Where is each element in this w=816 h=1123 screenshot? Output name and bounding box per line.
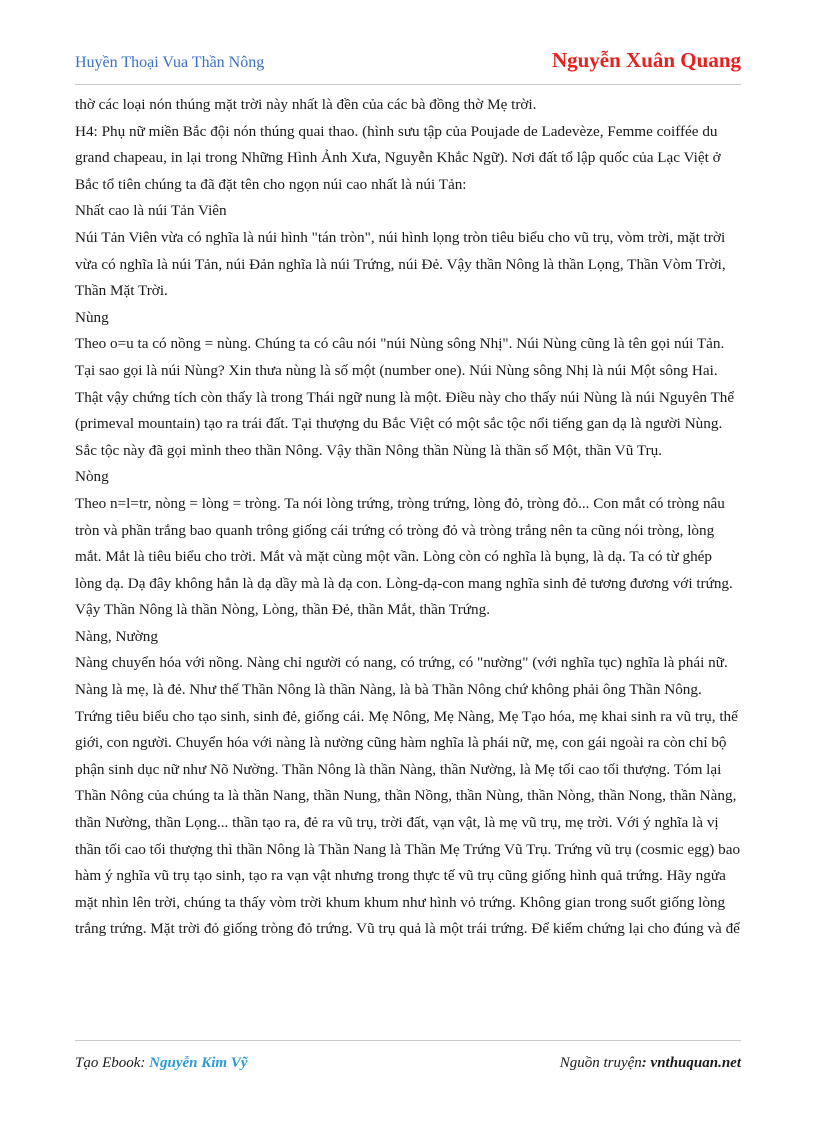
- section-heading: Nàng, Nường: [75, 627, 158, 645]
- section-heading: Nòng: [75, 468, 109, 486]
- paragraph: Theo o=u ta có nồng = nùng. Chúng ta có câu nói "núi Nùng sông Nhị". Núi Nùng cũng là tên gọi núi Tản. Tại sao gọi là núi Nùng? Xin thưa nùng là số một (number one). Núi Nùng sông Nhị là núi Một sông Hai. Thật vậy chứng tích còn thấy là trong Thái ngữ nung là một. Điều này cho thấy núi Nùng là núi Nguyên Thể (primeval mountain) tạo ra trái đất. Tại thượng du Bắc Việt có một sắc tộc nổi tiếng gan dạ là người Nùng. Sắc tộc này đã gọi mình theo thần Nông. Vậy thần Nông thần Nùng là thần số Một, thần Vũ Trụ.: [75, 335, 735, 459]
- ebook-label: Tạo Ebook: [75, 1055, 141, 1071]
- header-divider: [75, 84, 741, 85]
- source-separator: :: [641, 1055, 651, 1071]
- section-heading: Nùng: [75, 308, 109, 326]
- page-footer: [75, 1055, 741, 1077]
- paragraph: Nàng chuyển hóa với nồng. Nàng chỉ người có nang, có trứng, có "nường" (với nghĩa tục) nghĩa là phái nữ. Nàng là mẹ, là đẻ. Như thế Thần Nông là thần Nàng, là bà Thần Nông chứ không phải ông Thần Nông. Trứng tiêu biểu cho tạo sinh, sinh đẻ, giống cái. Mẹ Nông, Mẹ Nàng, Mẹ Tạo hóa, mẹ khai sinh ra vũ trụ, thế giới, con người. Chuyển hóa với nàng là nường cũng hàm nghĩa là phái nữ, mẹ, con gái ngoài ra còn chỉ bộ phận sinh dục nữ như Nõ Nường. Thần Nông là thần Nàng, thần Nường, là Mẹ tối cao tối thượng. Tóm lại Thần Nông của chúng ta là thần Nang, thần Nung, thần Nồng, thần Nùng, thần Nòng, thần Nong, thần Nàng, thần Nường, thần Lọng... thần tạo ra, đẻ ra vũ trụ, trời đất, vạn vật, là mẹ vũ trụ, mẹ trời. Với ý nghĩa là vị thần tối cao tối thượng thì thần Nông là Thần Nang là Thần Mẹ Trứng Vũ Trụ. Trứng vũ trụ (cosmic egg) bao hàm ý nghĩa vũ trụ tạo sinh, tạo ra vạn vật nhưng trong thực tế vũ trụ cũng giống hình quả trứng. Hãy ngửa mặt nhìn lên trời, chúng ta thấy vòm trời khum khum như hình vỏ trứng. Không gian trong suốt giống lòng trắng trứng. Mặt trời đỏ giống tròng đỏ trứng. Vũ trụ quả là một trái trứng. Để kiểm chứng lại cho đúng và để: [75, 654, 741, 938]
- source-credit: [560, 1055, 741, 1072]
- paragraph: thờ các loại nón thúng mặt trời này nhất là đền của các bà đồng thờ Mẹ trời.: [75, 96, 537, 113]
- author-name: Nguyễn Xuân Quang: [551, 48, 741, 72]
- paragraph: H4: Phụ nữ miền Bắc đội nón thúng quai thao. (hình sưu tập của Poujade de Ladevèze, Femme coiffée du grand chapeau, in lại trong Những Hình Ảnh Xưa, Nguyễn Khắc Ngữ). Nơi đất tổ lập quốc của Lạc Việt ở Bắc tổ tiên chúng ta đã đặt tên cho ngọn núi cao nhất là núi Tản:: [75, 122, 721, 193]
- source-label: Nguồn truyện: [559, 1055, 642, 1071]
- section-heading: Nhất cao là núi Tản Viên: [75, 202, 227, 220]
- ebook-separator: :: [140, 1055, 150, 1071]
- paragraph: Núi Tản Viên vừa có nghĩa là núi hình "tán tròn", núi hình lọng tròn tiêu biểu cho vũ trụ, vòm trời, mặt trời vừa có nghĩa là núi Tản, núi Đản nghĩa là núi Trứng, núi Đẻ. Vậy thần Nông là thần Lọng, Thần Vòm Trời, Thần Mặt Trời.: [75, 228, 726, 300]
- document-body: [75, 92, 742, 943]
- footer-divider: [75, 1040, 741, 1041]
- book-title: Huyền Thoại Vua Thần Nông: [75, 54, 265, 71]
- page-header: [75, 48, 741, 78]
- source-link[interactable]: vnthuquan.net: [650, 1055, 741, 1071]
- paragraph: Theo n=l=tr, nòng = lòng = tròng. Ta nói lòng trứng, tròng trứng, lòng đỏ, tròng đỏ... Con mắt có tròng nâu tròn và phần trắng bao quanh trông giống cái trứng có tròng đỏ và tròng trắng nên ta cũng nói tròng, lòng mắt. Mắt là tiêu biểu cho trời. Mắt và mặt cùng một vần. Lòng còn có nghĩa là bụng, là dạ. Ta có từ ghép lòng dạ. Dạ đây không hẳn là dạ dầy mà là dạ con. Lòng-dạ-con mang nghĩa sinh đẻ tương đương với trứng. Vậy Thần Nông là thần Nòng, Lòng, thần Đẻ, thần Mắt, thần Trứng.: [75, 494, 733, 619]
- ebook-creator-link[interactable]: Nguyễn Kim Vỹ: [149, 1055, 248, 1071]
- ebook-credit: [75, 1055, 248, 1072]
